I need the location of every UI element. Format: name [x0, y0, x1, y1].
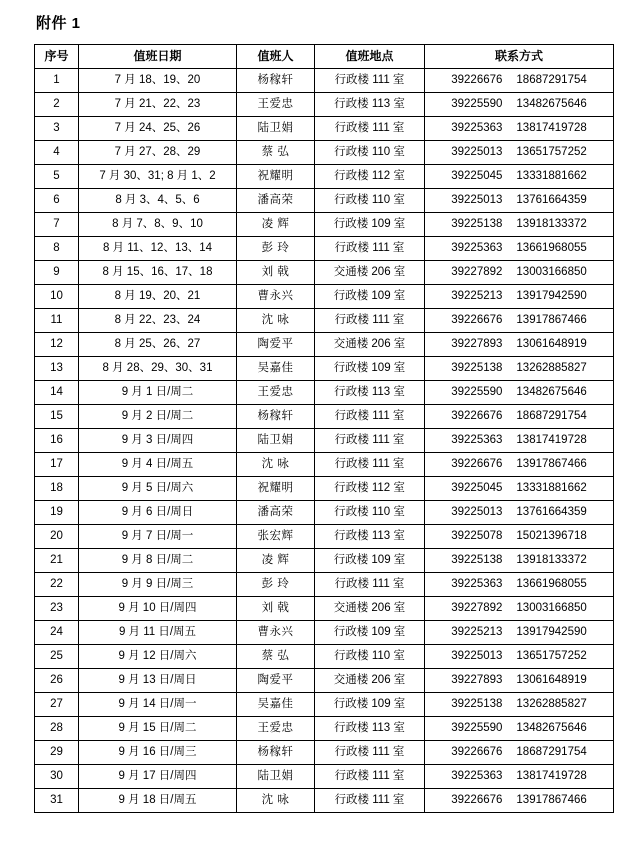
cell-duty-place: 行政楼 113 室 — [315, 717, 425, 741]
cell-duty-person: 曹永兴 — [237, 621, 315, 645]
cell-duty-date: 8 月 19、20、21 — [79, 285, 237, 309]
cell-duty-person: 凌 辉 — [237, 213, 315, 237]
contact-phones — [426, 458, 612, 471]
cell-duty-person: 潘高荣 — [237, 189, 315, 213]
cell-duty-date: 7 月 30、31; 8 月 1、2 — [79, 165, 237, 189]
cell-contact — [425, 357, 614, 381]
contact-phones — [426, 410, 612, 423]
cell-contact — [425, 93, 614, 117]
contact-mobile-phone: 13651757252 — [516, 146, 587, 158]
cell-duty-person: 吴嘉佳 — [237, 357, 315, 381]
contact-phones — [426, 290, 612, 303]
contact-phones — [426, 482, 612, 495]
contact-office-phone: 39225590 — [451, 386, 503, 398]
contact-office-phone: 39225590 — [451, 98, 503, 110]
contact-office-phone: 39225590 — [451, 722, 503, 734]
cell-duty-place: 行政楼 110 室 — [315, 141, 425, 165]
cell-duty-place: 行政楼 113 室 — [315, 381, 425, 405]
cell-duty-date: 9 月 4 日/周五 — [79, 453, 237, 477]
cell-duty-person: 杨稼轩 — [237, 405, 315, 429]
contact-office-phone: 39225138 — [451, 218, 503, 230]
cell-duty-date: 9 月 16 日/周三 — [79, 741, 237, 765]
cell-index: 10 — [35, 285, 79, 309]
table-row — [35, 189, 614, 213]
cell-index: 28 — [35, 717, 79, 741]
cell-duty-person: 杨稼轩 — [237, 741, 315, 765]
contact-mobile-phone: 13817419728 — [516, 434, 587, 446]
contact-office-phone: 39226676 — [451, 314, 503, 326]
contact-phones — [426, 218, 612, 231]
cell-duty-date: 9 月 12 日/周六 — [79, 645, 237, 669]
cell-contact — [425, 381, 614, 405]
column-header-place: 值班地点 — [315, 45, 425, 69]
contact-mobile-phone: 13003166850 — [516, 266, 587, 278]
contact-phones — [426, 362, 612, 375]
cell-duty-place: 行政楼 112 室 — [315, 477, 425, 501]
cell-duty-date: 9 月 3 日/周四 — [79, 429, 237, 453]
cell-duty-date: 7 月 21、22、23 — [79, 93, 237, 117]
table-row — [35, 333, 614, 357]
contact-phones — [426, 242, 612, 255]
cell-duty-date: 8 月 15、16、17、18 — [79, 261, 237, 285]
table-row — [35, 765, 614, 789]
cell-duty-place: 行政楼 111 室 — [315, 789, 425, 813]
cell-contact — [425, 189, 614, 213]
table-header — [35, 45, 614, 69]
cell-contact — [425, 333, 614, 357]
contact-phones — [426, 722, 612, 735]
table-row — [35, 309, 614, 333]
cell-index: 14 — [35, 381, 79, 405]
contact-mobile-phone: 13482675646 — [516, 98, 587, 110]
column-header-person: 值班人 — [237, 45, 315, 69]
cell-duty-person: 刘 戟 — [237, 597, 315, 621]
cell-index: 21 — [35, 549, 79, 573]
cell-contact — [425, 453, 614, 477]
cell-duty-person: 凌 辉 — [237, 549, 315, 573]
contact-office-phone: 39225363 — [451, 122, 503, 134]
cell-duty-date: 8 月 22、23、24 — [79, 309, 237, 333]
cell-duty-place: 行政楼 110 室 — [315, 189, 425, 213]
cell-duty-person: 祝耀明 — [237, 477, 315, 501]
contact-phones — [426, 266, 612, 279]
cell-duty-date: 9 月 14 日/周一 — [79, 693, 237, 717]
cell-index: 26 — [35, 669, 79, 693]
cell-index: 18 — [35, 477, 79, 501]
cell-duty-date: 8 月 28、29、30、31 — [79, 357, 237, 381]
cell-duty-date: 9 月 8 日/周二 — [79, 549, 237, 573]
contact-phones — [426, 794, 612, 807]
table-row — [35, 789, 614, 813]
cell-duty-person: 祝耀明 — [237, 165, 315, 189]
cell-duty-person: 陆卫娟 — [237, 429, 315, 453]
contact-phones — [426, 626, 612, 639]
cell-contact — [425, 405, 614, 429]
cell-duty-place: 行政楼 111 室 — [315, 765, 425, 789]
table-row — [35, 357, 614, 381]
cell-duty-person: 彭 玲 — [237, 573, 315, 597]
cell-contact — [425, 741, 614, 765]
cell-duty-person: 王爱忠 — [237, 717, 315, 741]
cell-index: 3 — [35, 117, 79, 141]
cell-duty-place: 交通楼 206 室 — [315, 597, 425, 621]
contact-mobile-phone: 13651757252 — [516, 650, 587, 662]
contact-phones — [426, 746, 612, 759]
cell-duty-place: 行政楼 109 室 — [315, 213, 425, 237]
contact-mobile-phone: 18687291754 — [516, 410, 587, 422]
table-row — [35, 165, 614, 189]
table-row — [35, 429, 614, 453]
cell-contact — [425, 669, 614, 693]
table-row — [35, 69, 614, 93]
contact-phones — [426, 434, 612, 447]
cell-duty-person: 蔡 弘 — [237, 645, 315, 669]
contact-phones — [426, 770, 612, 783]
table-row — [35, 741, 614, 765]
contact-phones — [426, 146, 612, 159]
contact-phones — [426, 314, 612, 327]
cell-index: 29 — [35, 741, 79, 765]
table-row — [35, 117, 614, 141]
cell-contact — [425, 597, 614, 621]
cell-duty-person: 陆卫娟 — [237, 765, 315, 789]
cell-contact — [425, 501, 614, 525]
table-row — [35, 237, 614, 261]
contact-mobile-phone: 13817419728 — [516, 122, 587, 134]
cell-contact — [425, 525, 614, 549]
contact-mobile-phone: 13761664359 — [516, 194, 587, 206]
cell-duty-person: 陶爱平 — [237, 333, 315, 357]
contact-office-phone: 39225013 — [451, 506, 503, 518]
cell-index: 12 — [35, 333, 79, 357]
contact-mobile-phone: 13482675646 — [516, 722, 587, 734]
cell-duty-date: 9 月 10 日/周四 — [79, 597, 237, 621]
cell-index: 8 — [35, 237, 79, 261]
contact-office-phone: 39225138 — [451, 698, 503, 710]
contact-office-phone: 39226676 — [451, 74, 503, 86]
contact-office-phone: 39225013 — [451, 650, 503, 662]
contact-mobile-phone: 13917867466 — [516, 458, 587, 470]
table-row — [35, 549, 614, 573]
contact-phones — [426, 698, 612, 711]
contact-mobile-phone: 18687291754 — [516, 74, 587, 86]
contact-office-phone: 39225363 — [451, 770, 503, 782]
contact-office-phone: 39225363 — [451, 578, 503, 590]
table-row — [35, 501, 614, 525]
cell-index: 17 — [35, 453, 79, 477]
contact-mobile-phone: 13061648919 — [516, 338, 587, 350]
contact-mobile-phone: 13661968055 — [516, 578, 587, 590]
cell-duty-date: 7 月 24、25、26 — [79, 117, 237, 141]
contact-office-phone: 39226676 — [451, 794, 503, 806]
cell-duty-place: 行政楼 109 室 — [315, 285, 425, 309]
cell-duty-place: 行政楼 111 室 — [315, 573, 425, 597]
contact-phones — [426, 530, 612, 543]
contact-mobile-phone: 13761664359 — [516, 506, 587, 518]
cell-contact — [425, 693, 614, 717]
cell-duty-date: 8 月 25、26、27 — [79, 333, 237, 357]
contact-office-phone: 39225078 — [451, 530, 503, 542]
cell-duty-place: 行政楼 111 室 — [315, 237, 425, 261]
cell-duty-place: 行政楼 113 室 — [315, 93, 425, 117]
cell-duty-place: 行政楼 111 室 — [315, 117, 425, 141]
cell-duty-person: 蔡 弘 — [237, 141, 315, 165]
cell-duty-date: 9 月 11 日/周五 — [79, 621, 237, 645]
cell-contact — [425, 645, 614, 669]
contact-office-phone: 39226676 — [451, 746, 503, 758]
cell-duty-place: 行政楼 113 室 — [315, 525, 425, 549]
contact-office-phone: 39225013 — [451, 194, 503, 206]
contact-office-phone: 39226676 — [451, 410, 503, 422]
table-row — [35, 525, 614, 549]
cell-duty-place: 行政楼 112 室 — [315, 165, 425, 189]
table-row — [35, 717, 614, 741]
cell-contact — [425, 789, 614, 813]
cell-contact — [425, 573, 614, 597]
cell-contact — [425, 477, 614, 501]
cell-index: 22 — [35, 573, 79, 597]
contact-office-phone: 39225013 — [451, 146, 503, 158]
contact-office-phone: 39225138 — [451, 362, 503, 374]
cell-duty-date: 9 月 18 日/周五 — [79, 789, 237, 813]
cell-duty-date: 9 月 15 日/周二 — [79, 717, 237, 741]
table-row — [35, 621, 614, 645]
contact-office-phone: 39226676 — [451, 458, 503, 470]
cell-duty-person: 沈 咏 — [237, 309, 315, 333]
cell-index: 1 — [35, 69, 79, 93]
cell-duty-date: 9 月 5 日/周六 — [79, 477, 237, 501]
contact-mobile-phone: 13917942590 — [516, 290, 587, 302]
contact-office-phone: 39225363 — [451, 242, 503, 254]
column-header-date: 值班日期 — [79, 45, 237, 69]
cell-duty-place: 行政楼 111 室 — [315, 429, 425, 453]
page-title: 附件 1 — [36, 15, 81, 32]
table-row — [35, 645, 614, 669]
contact-phones — [426, 74, 612, 87]
cell-index: 15 — [35, 405, 79, 429]
cell-duty-person: 曹永兴 — [237, 285, 315, 309]
cell-index: 24 — [35, 621, 79, 645]
contact-phones — [426, 122, 612, 135]
contact-office-phone: 39227892 — [451, 602, 503, 614]
contact-phones — [426, 674, 612, 687]
cell-duty-place: 交通楼 206 室 — [315, 669, 425, 693]
cell-duty-person: 王爱忠 — [237, 381, 315, 405]
cell-contact — [425, 261, 614, 285]
table-row — [35, 573, 614, 597]
cell-index: 13 — [35, 357, 79, 381]
table-row — [35, 477, 614, 501]
cell-duty-person: 王爱忠 — [237, 93, 315, 117]
contact-mobile-phone: 13661968055 — [516, 242, 587, 254]
contact-mobile-phone: 13003166850 — [516, 602, 587, 614]
cell-index: 30 — [35, 765, 79, 789]
table-row — [35, 453, 614, 477]
cell-duty-date: 7 月 18、19、20 — [79, 69, 237, 93]
cell-duty-date: 9 月 13 日/周日 — [79, 669, 237, 693]
cell-duty-place: 交通楼 206 室 — [315, 333, 425, 357]
table-row — [35, 285, 614, 309]
cell-duty-date: 9 月 1 日/周二 — [79, 381, 237, 405]
contact-mobile-phone: 13061648919 — [516, 674, 587, 686]
contact-phones — [426, 98, 612, 111]
cell-duty-place: 行政楼 111 室 — [315, 69, 425, 93]
cell-index: 4 — [35, 141, 79, 165]
contact-office-phone: 39227893 — [451, 338, 503, 350]
cell-duty-person: 沈 咏 — [237, 789, 315, 813]
cell-contact — [425, 69, 614, 93]
cell-duty-date: 7 月 27、28、29 — [79, 141, 237, 165]
cell-duty-person: 陶爱平 — [237, 669, 315, 693]
cell-contact — [425, 765, 614, 789]
cell-index: 20 — [35, 525, 79, 549]
cell-index: 7 — [35, 213, 79, 237]
contact-office-phone: 39225045 — [451, 482, 503, 494]
contact-mobile-phone: 15021396718 — [516, 530, 587, 542]
cell-duty-date: 9 月 17 日/周四 — [79, 765, 237, 789]
contact-phones — [426, 506, 612, 519]
cell-index: 16 — [35, 429, 79, 453]
contact-phones — [426, 194, 612, 207]
cell-duty-place: 行政楼 110 室 — [315, 645, 425, 669]
contact-phones — [426, 554, 612, 567]
cell-duty-person: 潘高荣 — [237, 501, 315, 525]
cell-duty-person: 彭 玲 — [237, 237, 315, 261]
cell-duty-date: 8 月 7、8、9、10 — [79, 213, 237, 237]
contact-mobile-phone: 13917867466 — [516, 314, 587, 326]
table-header-row — [35, 45, 614, 69]
contact-office-phone: 39225213 — [451, 290, 503, 302]
table-row — [35, 381, 614, 405]
cell-contact — [425, 285, 614, 309]
contact-office-phone: 39225213 — [451, 626, 503, 638]
cell-duty-person: 刘 戟 — [237, 261, 315, 285]
cell-index: 2 — [35, 93, 79, 117]
cell-duty-place: 行政楼 109 室 — [315, 357, 425, 381]
table-row — [35, 693, 614, 717]
cell-duty-person: 陆卫娟 — [237, 117, 315, 141]
contact-mobile-phone: 13262885827 — [516, 362, 587, 374]
cell-contact — [425, 117, 614, 141]
cell-index: 11 — [35, 309, 79, 333]
table-row — [35, 93, 614, 117]
cell-duty-place: 行政楼 111 室 — [315, 453, 425, 477]
cell-index: 5 — [35, 165, 79, 189]
cell-duty-person: 张宏辉 — [237, 525, 315, 549]
cell-contact — [425, 429, 614, 453]
cell-contact — [425, 309, 614, 333]
column-header-index: 序号 — [35, 45, 79, 69]
table-row — [35, 405, 614, 429]
contact-phones — [426, 602, 612, 615]
contact-office-phone: 39227892 — [451, 266, 503, 278]
cell-contact — [425, 717, 614, 741]
cell-duty-date: 8 月 11、12、13、14 — [79, 237, 237, 261]
table-row — [35, 669, 614, 693]
contact-phones — [426, 650, 612, 663]
cell-contact — [425, 621, 614, 645]
cell-contact — [425, 237, 614, 261]
cell-duty-place: 行政楼 111 室 — [315, 741, 425, 765]
duty-schedule-table — [34, 44, 614, 813]
cell-contact — [425, 165, 614, 189]
contact-mobile-phone: 13331881662 — [516, 170, 587, 182]
cell-duty-place: 行政楼 109 室 — [315, 549, 425, 573]
cell-duty-place: 行政楼 110 室 — [315, 501, 425, 525]
cell-index: 9 — [35, 261, 79, 285]
contact-office-phone: 39225138 — [451, 554, 503, 566]
cell-index: 25 — [35, 645, 79, 669]
cell-duty-place: 行政楼 109 室 — [315, 621, 425, 645]
cell-duty-person: 吴嘉佳 — [237, 693, 315, 717]
table-row — [35, 141, 614, 165]
cell-duty-date: 8 月 3、4、5、6 — [79, 189, 237, 213]
contact-mobile-phone: 13262885827 — [516, 698, 587, 710]
contact-mobile-phone: 13331881662 — [516, 482, 587, 494]
table-row — [35, 261, 614, 285]
contact-mobile-phone: 13482675646 — [516, 386, 587, 398]
cell-duty-date: 9 月 9 日/周三 — [79, 573, 237, 597]
contact-mobile-phone: 18687291754 — [516, 746, 587, 758]
table-body — [35, 69, 614, 813]
contact-mobile-phone: 13817419728 — [516, 770, 587, 782]
contact-office-phone: 39225363 — [451, 434, 503, 446]
cell-index: 31 — [35, 789, 79, 813]
table-row — [35, 213, 614, 237]
cell-index: 6 — [35, 189, 79, 213]
contact-phones — [426, 578, 612, 591]
cell-duty-place: 行政楼 111 室 — [315, 405, 425, 429]
contact-office-phone: 39225045 — [451, 170, 503, 182]
table-row — [35, 597, 614, 621]
cell-duty-place: 行政楼 111 室 — [315, 309, 425, 333]
cell-index: 27 — [35, 693, 79, 717]
cell-contact — [425, 141, 614, 165]
contact-phones — [426, 338, 612, 351]
contact-phones — [426, 386, 612, 399]
cell-duty-person: 沈 咏 — [237, 453, 315, 477]
cell-duty-place: 交通楼 206 室 — [315, 261, 425, 285]
contact-mobile-phone: 13917867466 — [516, 794, 587, 806]
cell-index: 23 — [35, 597, 79, 621]
cell-duty-date: 9 月 2 日/周二 — [79, 405, 237, 429]
contact-phones — [426, 170, 612, 183]
cell-duty-date: 9 月 6 日/周日 — [79, 501, 237, 525]
cell-contact — [425, 213, 614, 237]
contact-mobile-phone: 13917942590 — [516, 626, 587, 638]
cell-duty-place: 行政楼 109 室 — [315, 693, 425, 717]
cell-contact — [425, 549, 614, 573]
cell-index: 19 — [35, 501, 79, 525]
contact-mobile-phone: 13918133372 — [516, 554, 587, 566]
cell-duty-date: 9 月 7 日/周一 — [79, 525, 237, 549]
contact-office-phone: 39227893 — [451, 674, 503, 686]
contact-mobile-phone: 13918133372 — [516, 218, 587, 230]
column-header-contact: 联系方式 — [425, 45, 614, 69]
cell-duty-person: 杨稼轩 — [237, 69, 315, 93]
